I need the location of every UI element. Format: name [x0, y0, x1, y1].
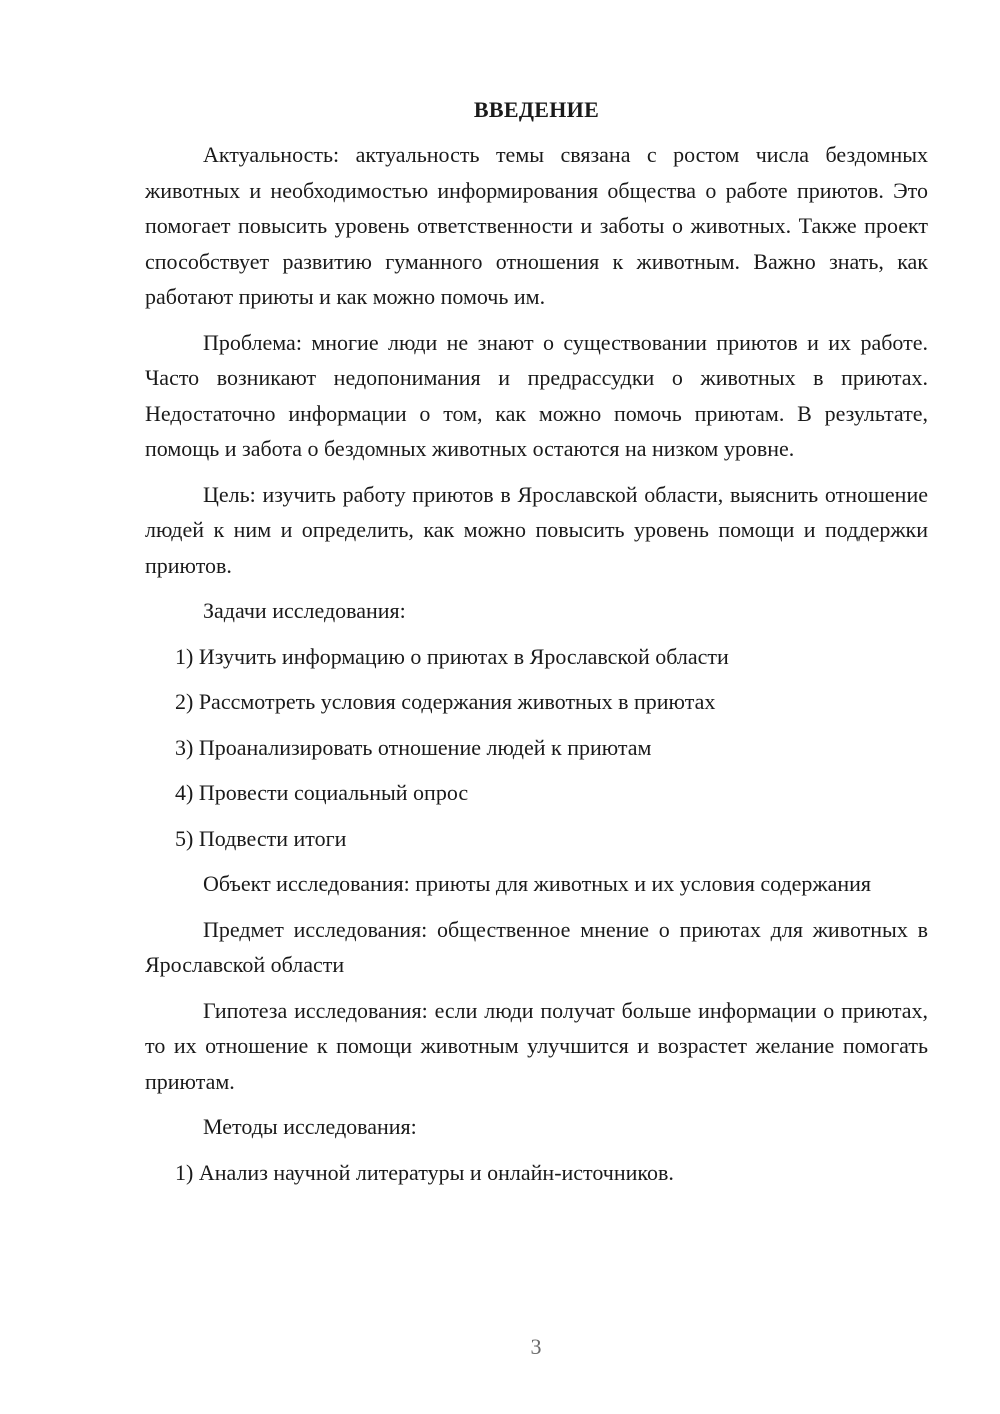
- page-number: 3: [530, 1334, 542, 1359]
- problem-paragraph: Проблема: многие люди не знают о существовании приютов и их работе. Часто возникают недопонимания и предрассудки о животных в приютах. Недостаточно информации о том, как можно помочь приютам. В результате, помощь и забота о бездомных животных остаются на низком уровне.: [145, 329, 928, 461]
- list-item: 5) Подвести итоги: [175, 825, 347, 851]
- goal-paragraph: Цель: изучить работу приютов в Ярославской области, выяснить отношение людей к ним и определить, как можно повысить уровень помощи и поддержки приютов.: [145, 481, 928, 578]
- methods-list: [145, 1155, 928, 1191]
- relevance-paragraph: Актуальность: актуальность темы связана с ростом числа бездомных животных и необходимостью информирования общества о работе приютов. Это помогает повысить уровень ответственности и заботы о животных. Также проект способствует развитию гуманного отношения к животным. Важно знать, как работают приюты и как можно помочь им.: [145, 142, 928, 309]
- list-item: 1) Анализ научной литературы и онлайн-источников.: [175, 1159, 674, 1185]
- object-paragraph: Объект исследования: приюты для животных и их условия содержания: [203, 871, 872, 896]
- list-item: 3) Проанализировать отношение людей к приютам: [175, 734, 652, 760]
- list-item: 1) Изучить информацию о приютах в Ярославской области: [175, 643, 729, 669]
- subject-paragraph: Предмет исследования: общественное мнение о приютах для животных в Ярославской области: [145, 916, 928, 977]
- page-title: ВВЕДЕНИЕ: [473, 97, 600, 122]
- tasks-heading: Задачи исследования:: [203, 598, 406, 623]
- list-item: 2) Рассмотреть условия содержания животных в приютах: [175, 689, 716, 714]
- tasks-list: [145, 639, 928, 857]
- list-item: 4) Провести социальный опрос: [175, 780, 469, 805]
- hypothesis-paragraph: Гипотеза исследования: если люди получат больше информации о приютах, то их отношение к помощи животным улучшится и возрастет желание помогать приютам.: [145, 997, 928, 1094]
- methods-heading: Методы исследования:: [203, 1114, 417, 1139]
- document-page: [145, 92, 928, 1200]
